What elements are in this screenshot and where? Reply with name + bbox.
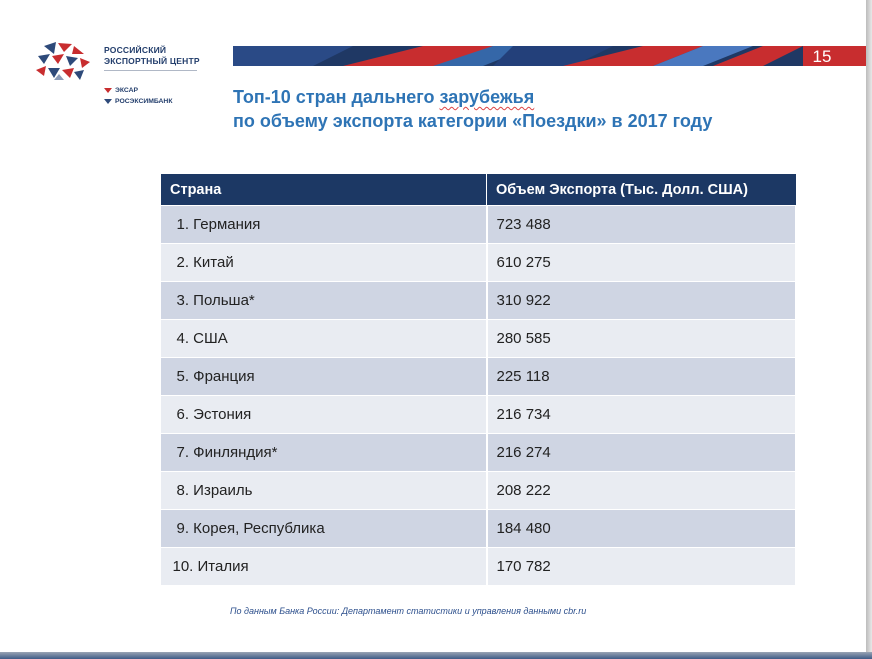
country-cell: 6. Эстония (161, 396, 487, 434)
slide-shadow-right (866, 0, 872, 659)
table-row (161, 358, 797, 396)
eksar-logo (104, 87, 138, 94)
logo-line1: РОССИЙСКИЙ (104, 45, 167, 55)
title-line1 (233, 85, 712, 109)
title-line1-start: Топ-10 стран дальнего (233, 87, 440, 107)
value-cell: 216 274 (487, 434, 797, 472)
roseximbank-logo (104, 98, 173, 105)
roseximbank-label: РОСЭКСИМБАНК (115, 98, 173, 105)
country-cell: 4. США (161, 320, 487, 358)
roseximbank-triangle-icon (104, 99, 112, 104)
header-value: Объем Экспорта (Тыс. Долл. США) (487, 174, 797, 206)
country-cell: 5. Франция (161, 358, 487, 396)
table-row (161, 472, 797, 510)
logo-divider (104, 70, 197, 71)
country-cell: 8. Израиль (161, 472, 487, 510)
table-row (161, 434, 797, 472)
value-cell: 280 585 (487, 320, 797, 358)
country-cell: 7. Финляндия* (161, 434, 487, 472)
value-cell: 723 488 (487, 206, 797, 244)
country-cell: 9. Корея, Республика (161, 510, 487, 548)
table-row (161, 282, 797, 320)
export-table (160, 173, 797, 586)
table-row (161, 548, 797, 586)
header-banner (233, 46, 871, 66)
value-cell: 310 922 (487, 282, 797, 320)
value-cell: 225 118 (487, 358, 797, 396)
page-number: 15 (812, 47, 832, 66)
slide-shadow-bottom (0, 652, 872, 659)
value-cell: 184 480 (487, 510, 797, 548)
table-row (161, 244, 797, 282)
value-cell: 610 275 (487, 244, 797, 282)
slide-title (233, 85, 712, 133)
title-line2: по объему экспорта категории «Поездки» в 2017 году (233, 111, 713, 131)
logo-line2: ЭКСПОРТНЫЙ ЦЕНТР (104, 56, 200, 66)
table-header-row (161, 174, 797, 206)
country-cell: 2. Китай (161, 244, 487, 282)
logo-text (104, 45, 200, 67)
source-note: По данным Банка России: Департамент статистики и управления данными cbr.ru (230, 606, 587, 616)
country-cell: 10. Италия (161, 548, 487, 586)
value-cell: 208 222 (487, 472, 797, 510)
country-cell: 1. Германия (161, 206, 487, 244)
table-row (161, 320, 797, 358)
country-cell: 3. Польша* (161, 282, 487, 320)
header-country: Страна (161, 174, 487, 206)
value-cell: 216 734 (487, 396, 797, 434)
rec-logo-icon (34, 40, 98, 82)
value-cell: 170 782 (487, 548, 797, 586)
table-row (161, 206, 797, 244)
eksar-triangle-icon (104, 88, 112, 93)
eksar-label: ЭКСАР (115, 87, 139, 94)
table-row (161, 510, 797, 548)
title-line1-underlined: зарубежья (439, 87, 535, 107)
table-row (161, 396, 797, 434)
